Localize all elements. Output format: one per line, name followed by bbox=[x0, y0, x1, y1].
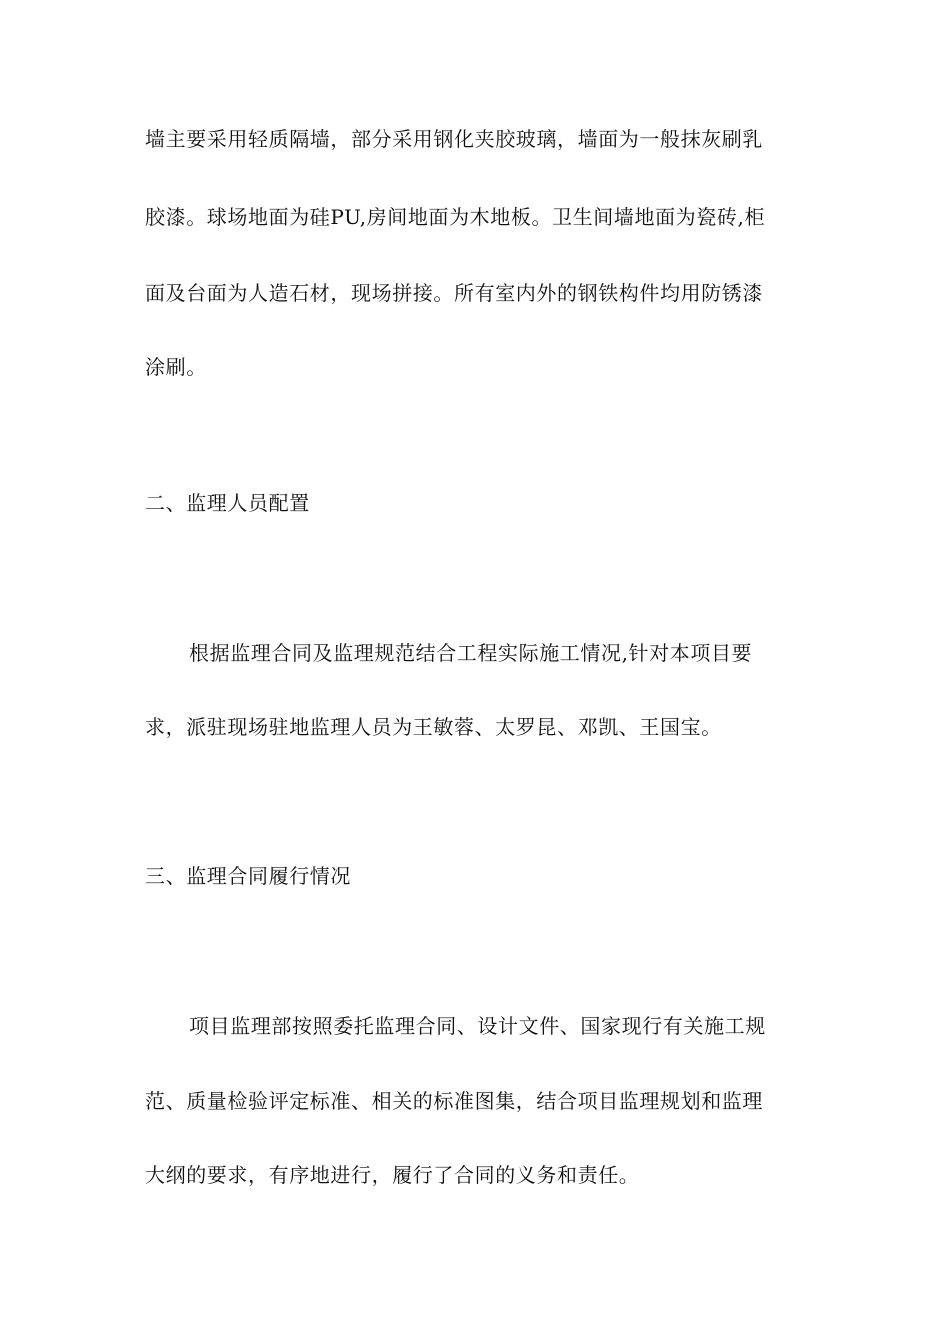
section-3-line-3: 大纲的要求，有序地进行，履行了合同的义务和责任。 bbox=[145, 1163, 640, 1187]
section-3-heading: 三、监理合同履行情况 bbox=[145, 864, 351, 888]
section-2-line-2: 求，派驻现场驻地监理人员为王敏蓉、太罗昆、邓凯、王国宝。 bbox=[145, 715, 722, 739]
paragraph-1-line-4: 涂刷。 bbox=[145, 355, 207, 379]
section-3-line-2: 范、质量检验评定标准、相关的标准图集，结合项目监理规划和监理 bbox=[145, 1089, 763, 1113]
section-2-line-1: 根据监理合同及监理规范结合工程实际施工情况,针对本项目要 bbox=[189, 641, 753, 665]
paragraph-1-line-1: 墙主要采用轻质隔墙，部分采用钢化夹胶玻璃，墙面为一般抹灰刷乳 bbox=[145, 127, 763, 151]
paragraph-1-line-3: 面及台面为人造石材，现场拼接。所有室内外的钢铁构件均用防锈漆 bbox=[145, 281, 763, 305]
paragraph-1-line-2: 胶漆。球场地面为硅PU,房间地面为木地板。卫生间墙地面为瓷砖,柜 bbox=[145, 205, 766, 229]
section-2-heading: 二、监理人员配置 bbox=[145, 491, 310, 515]
section-3-line-1: 项目监理部按照委托监理合同、设计文件、国家现行有关施工规 bbox=[189, 1014, 766, 1038]
